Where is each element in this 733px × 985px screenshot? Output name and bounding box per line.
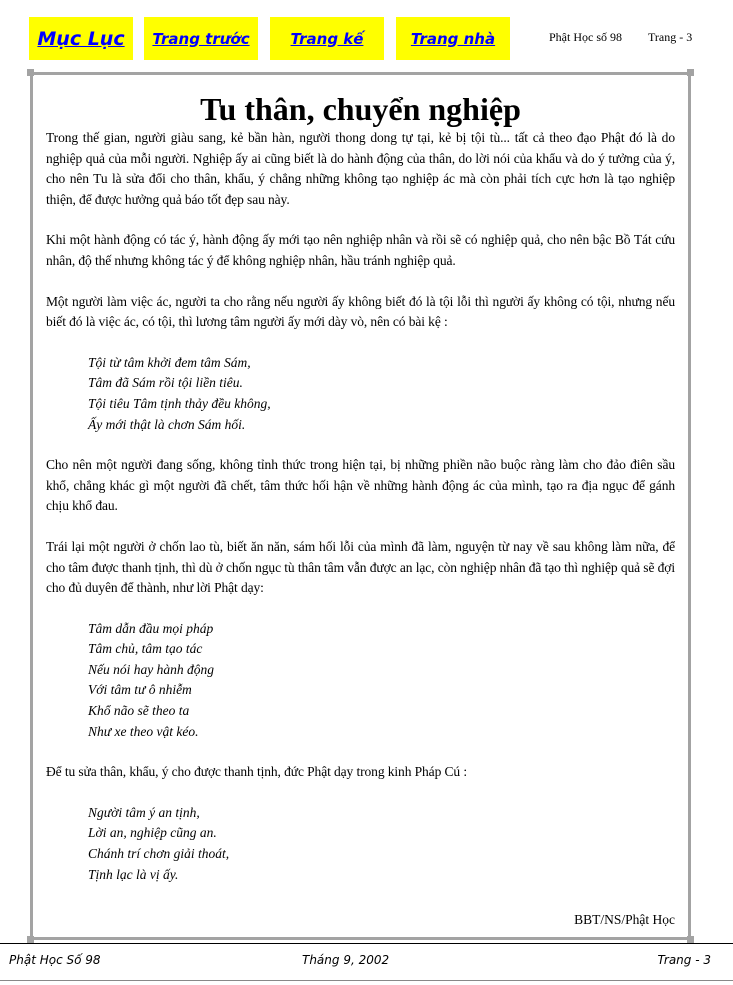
paragraph: Một người làm việc ác, người ta cho rằng nếu người ấy không biết đó là tội lỗi thì người ấy không có tội, nhưng nếu biết đó là việc ác, có tội, thì lương tâm người ấy mới dày vò, nên có bài kệ :: [46, 293, 675, 330]
verse-line: Ấy mới thật là chơn Sám hối.: [88, 416, 246, 432]
verse-line: Tội từ tâm khởi đem tâm Sám,: [88, 354, 251, 370]
verse-line: Tâm chủ, tâm tạo tác: [88, 641, 203, 657]
verse-line: Người tâm ý an tịnh,: [88, 804, 200, 820]
verse-block: [88, 353, 675, 435]
home-link[interactable]: Trang nhà: [396, 17, 510, 60]
verse-block: [88, 619, 675, 743]
article: [46, 90, 675, 927]
footer-page: Trang - 3: [657, 953, 711, 967]
article-signature: BBT/NS/Phật Học: [574, 912, 675, 927]
header-page: Trang - 3: [648, 30, 693, 44]
frame-corner: [27, 936, 34, 943]
footer-issue: Phật Học Số 98: [9, 953, 101, 967]
paragraph: Trái lại một người ở chốn lao tù, biết ăn năn, sám hối lỗi của mình đã làm, nguyện từ nay về sau không làm nữa, để cho tâm được thanh tịnh, thì dù ở chốn ngục tù thân tâm vẫn được an lạc, còn nghiệp nhân đã tạo thì nghiệp quả sẽ đợi cho đủ duyên để thành, như lời Phật dạy:: [46, 538, 675, 596]
verse-line: Khổ não sẽ theo ta: [88, 703, 190, 719]
paragraph: Để tu sửa thân, khẩu, ý cho được thanh tịnh, đức Phật dạy trong kinh Pháp Cú :: [46, 764, 467, 780]
verse-line: Tội tiêu Tâm tịnh thảy đều không,: [88, 395, 271, 411]
frame-corner: [687, 69, 694, 76]
frame-corner: [687, 936, 694, 943]
header-issue: Phật Học số 98: [549, 30, 622, 44]
paragraph: Khi một hành động có tác ý, hành động ấy mới tạo nên nghiệp nhân và rồi sẽ có nghiệp quả, cho nên bậc Bồ Tát cứu nhân, độ thế nhưng không tác ý để không nghiệp nhân, hầu tránh nghiệp quả.: [46, 232, 675, 268]
verse-line: Tâm dẫn đầu mọi pháp: [88, 620, 214, 636]
footer-bottom-rule: [0, 980, 733, 981]
paragraph: Trong thế gian, người giàu sang, kẻ bần hàn, người thong dong tự tại, kẻ bị tội tù... tất cả theo đạo Phật đó là do nghiệp quả của mỗi người. Nghiệp ấy ai cũng biết là do hành động của thân, do lời nói của khẩu và do ý tưởng của ý, cho nên Tu là sửa đổi cho thân, khẩu, ý chẳng những không tạo nghiệp ác mà còn phải tích cực hơn là tạo nghiệp thiện, để được hưởng quả báo tốt đẹp sau này.: [46, 130, 675, 207]
verse-line: Tịnh lạc là vị ấy.: [88, 866, 179, 882]
verse-line: Lời an, nghiệp cũng an.: [88, 825, 217, 841]
verse-line: Chánh trí chơn giải thoát,: [88, 846, 230, 862]
toc-link[interactable]: Mục Lục: [29, 17, 133, 60]
next-page-link[interactable]: Trang kế: [270, 17, 384, 60]
article-title: Tu thân, chuyển nghiệp: [200, 91, 521, 127]
frame-corner: [27, 69, 34, 76]
footer-date: Tháng 9, 2002: [302, 953, 390, 967]
verse-line: Nếu nói hay hành động: [88, 661, 214, 677]
verse-line: Như xe theo vật kéo.: [88, 723, 199, 739]
verse-block: [88, 803, 675, 885]
footer-divider: [0, 943, 733, 944]
prev-page-link[interactable]: Trang trước: [144, 17, 258, 60]
verse-line: Tâm đã Sám rồi tội liền tiêu.: [88, 375, 243, 391]
paragraph: Cho nên một người đang sống, không tỉnh thức trong hiện tại, bị những phiền não buộc ràng làm cho đảo điên sầu khổ, chẳng khác gì một người đã chết, tâm thức hối hận về những hành động ác của mình, tạo ra địa ngục để gánh chịu khổ đau.: [46, 457, 675, 514]
verse-line: Với tâm tư ô nhiễm: [88, 682, 192, 698]
